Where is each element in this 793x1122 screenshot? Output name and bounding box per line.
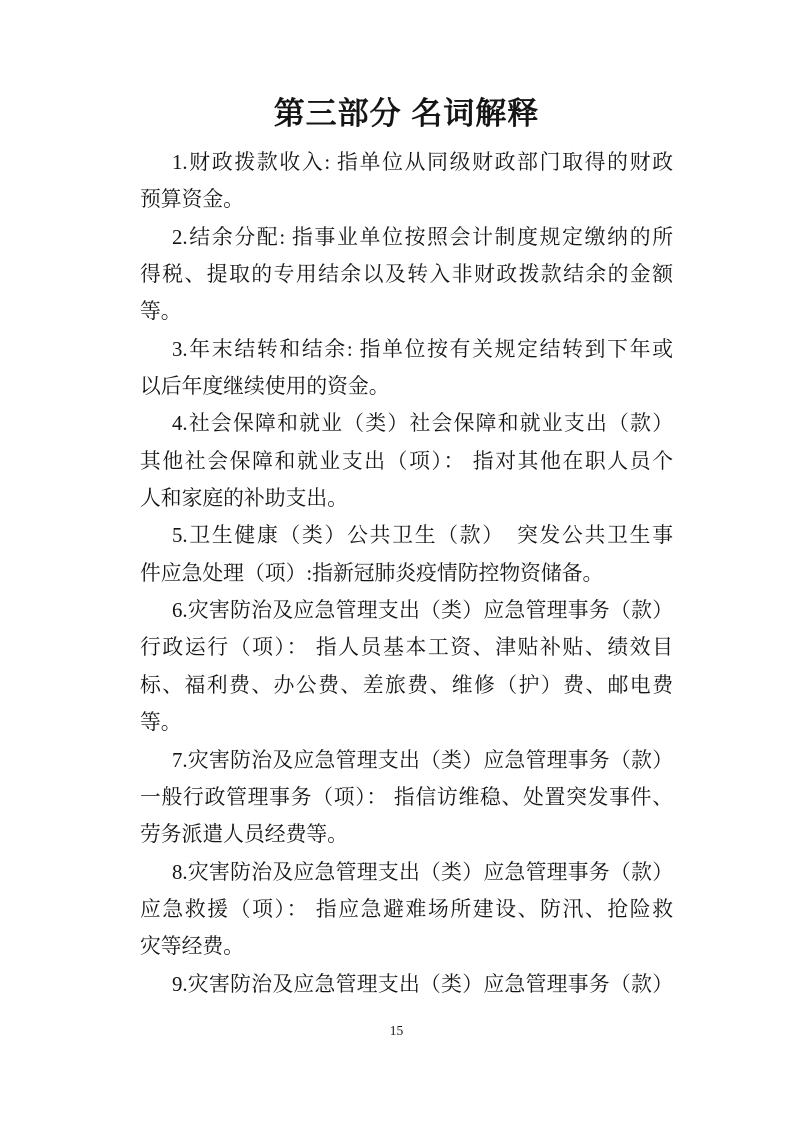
text-line: 预算资金。 [140,188,244,212]
paragraph [140,144,673,219]
text-line: 3.年末结转和结余: 指单位按有关规定结转到下年或 [172,337,673,361]
text-line: 以后年度继续使用的资金。 [140,375,390,399]
text-line: 7.灾害防治及应急管理支出（类）应急管理事务（款） [172,748,673,772]
text-line: 2.结余分配: 指事业单位按照会计制度规定缴纳的所 [172,225,673,249]
paragraph [140,966,673,1003]
paragraph [140,219,673,331]
text-line: 8.灾害防治及应急管理支出（类）应急管理事务（款） [172,860,673,884]
text-line: 应急救援（项）： 指应急避难场所建设、防汛、抢险救 [140,897,673,921]
document-title: 第三部分 名词解释 [273,96,540,131]
page-number: 15 [389,1023,404,1038]
text-line: 9.灾害防治及应急管理支出（类）应急管理事务（款） [172,972,673,996]
text-line: 灾等经费。 [140,935,244,959]
text-line: 得税、提取的专用结余以及转入非财政拨款结余的金额 [140,263,673,287]
text-line: 等。 [140,300,182,324]
paragraph [140,854,673,966]
text-line: 一般行政管理事务（项）： 指信访维稳、处置突发事件、 [140,785,673,809]
document-body [140,144,673,1003]
text-line: 等。 [140,711,182,735]
text-line: 4.社会保障和就业（类）社会保障和就业支出（款） [172,412,673,436]
text-line: 行政运行（项）： 指人员基本工资、津贴补贴、绩效目 [140,636,673,660]
text-line: 其他社会保障和就业支出（项）： 指对其他在职人员个 [140,449,673,473]
text-line: 标、福利费、办公费、差旅费、维修（护）费、邮电费 [140,673,673,697]
paragraph [140,331,673,406]
paragraph [140,517,673,592]
text-line: 劳务派遣人员经费等。 [140,823,348,847]
text-line: 人和家庭的补助支出。 [140,487,348,511]
paragraph [140,742,673,854]
paragraph [140,592,673,741]
text-line: 件应急处理（项）:指新冠肺炎疫情防控物资储备。 [140,561,604,585]
text-line: 1.财政拨款收入: 指单位从同级财政部门取得的财政 [172,151,673,174]
text-line: 6.灾害防治及应急管理支出（类）应急管理事务（款） [172,599,673,623]
text-line: 5.卫生健康（类）公共卫生（款） 突发公共卫生事 [172,524,673,548]
paragraph [140,405,673,517]
